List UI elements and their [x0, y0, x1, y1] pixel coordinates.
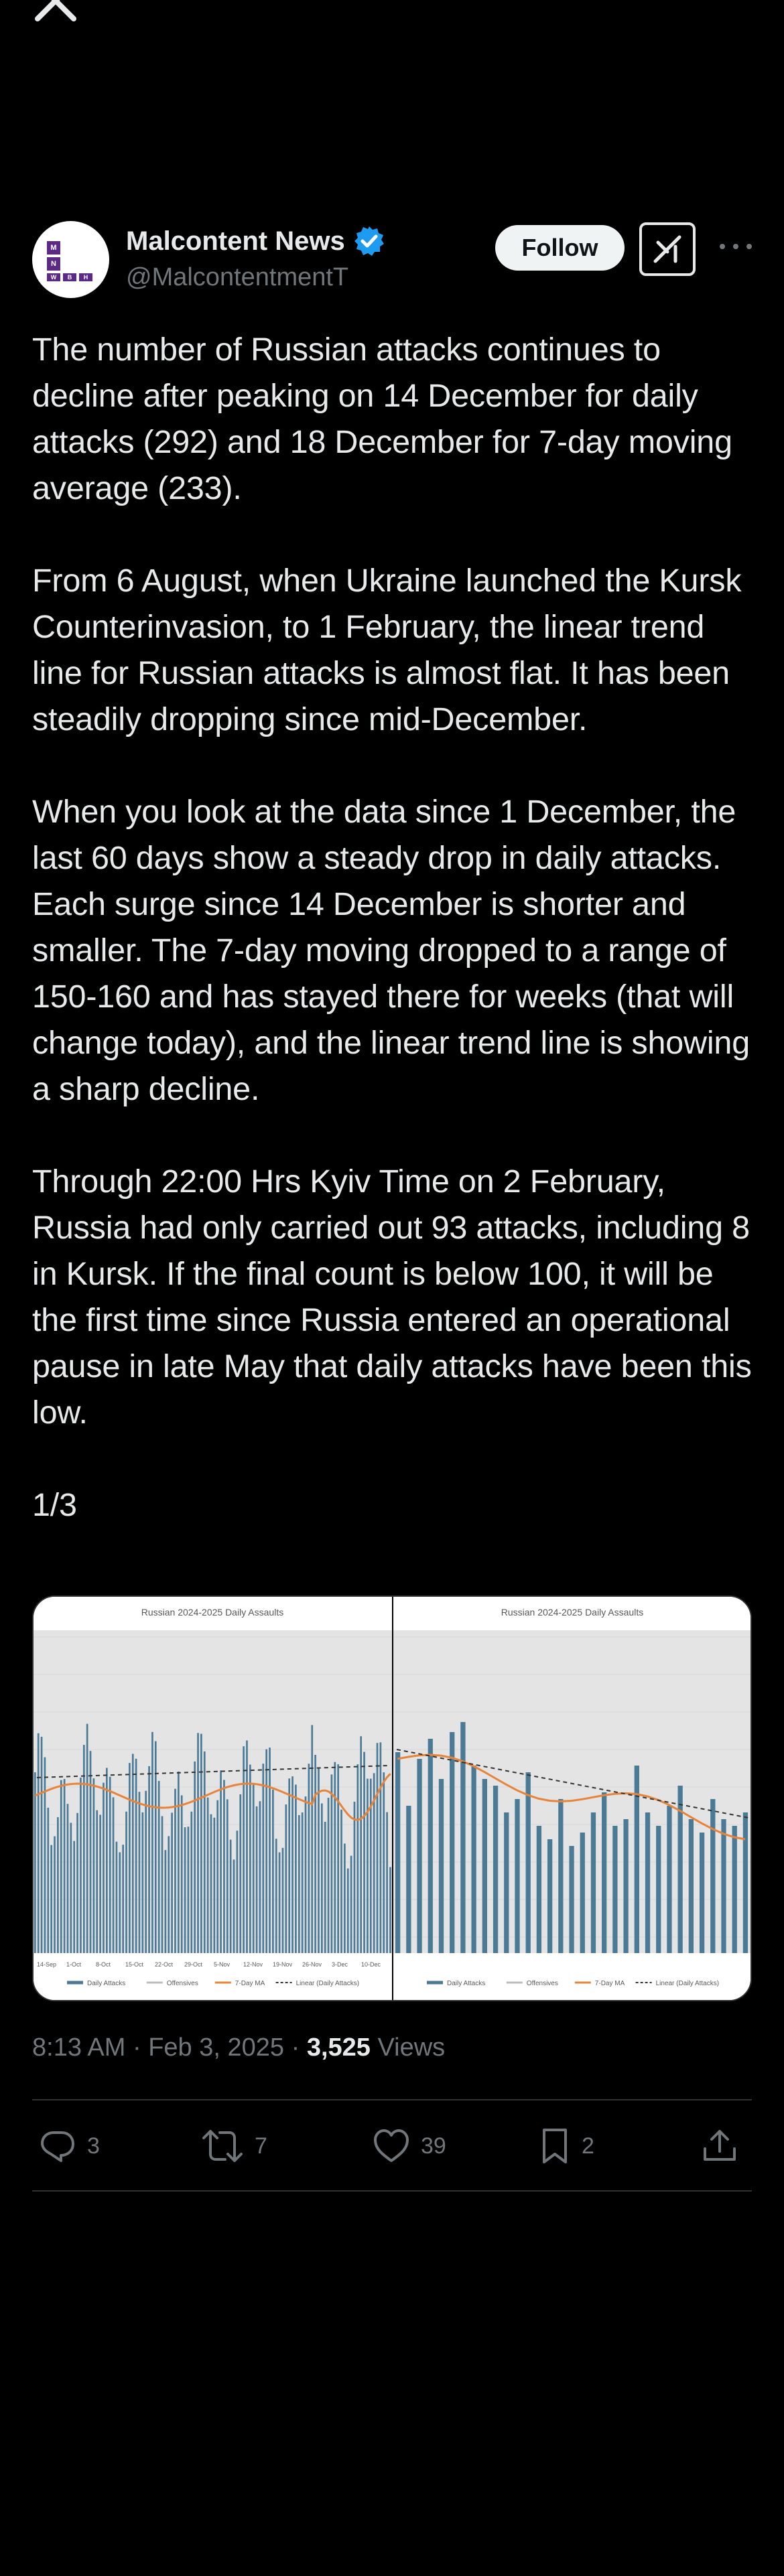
bar	[279, 1853, 281, 1953]
bar	[148, 1766, 150, 1953]
bar	[324, 1822, 326, 1953]
bar	[113, 1797, 115, 1953]
x-tick-label: 3-Dec	[332, 1961, 348, 1968]
bar	[67, 1804, 69, 1953]
avatar-letter: M	[47, 241, 60, 255]
meta-separator: ·	[284, 2033, 307, 2062]
bar	[230, 1840, 232, 1953]
legend-label: 7-Day MA	[594, 1980, 625, 1987]
legend-label: Offensives	[166, 1980, 198, 1987]
x-tick-label: 8-Oct	[96, 1961, 111, 1968]
legend-label: Daily Attacks	[87, 1980, 126, 1987]
more-dot	[746, 244, 752, 249]
bar	[237, 1831, 239, 1953]
bar	[135, 1759, 137, 1953]
bar	[515, 1799, 519, 1953]
bar	[363, 1752, 365, 1953]
display-name[interactable]: Malcontent News	[126, 226, 345, 256]
bar	[285, 1804, 287, 1953]
bar	[460, 1722, 465, 1953]
bar	[54, 1837, 56, 1953]
bar	[334, 1762, 336, 1953]
bar	[710, 1799, 715, 1953]
bar	[38, 1733, 40, 1953]
bar	[90, 1751, 92, 1953]
views-count: 3,525	[306, 2033, 371, 2062]
bar	[204, 1751, 206, 1953]
bar	[93, 1778, 95, 1953]
bar	[246, 1741, 248, 1953]
tweet-text: The number of Russian attacks continues to decline after peaking on 14 December for daily attacks (292) and 18 December for 7-day moving average (233). From 6 August, when Ukraine launched the Kursk Counterinvasion, to 1 February, the linear trend line for Russian attacks is almost flat. It has been steadily dropping since mid-December. When you look at the data since 1 December, the last 60 days show a steady drop in daily attacks. Each surge since 14 December is shorter and smaller. The 7-day moving dropped to a range of 150-160 and has stayed there for weeks (that will change today), and the linear trend line is showing a sharp decline. Through 22:00 Hrs Kyiv Time on 2 February, Russia had only carried out 93 attacks, including 8 in Kursk. If the final count is below 100, it will be the first time since Russia entered an operational pause in late May that daily attacks have been this low. 1/3	[32, 332, 752, 1523]
bar	[194, 1762, 196, 1953]
media-grid[interactable]	[32, 1595, 752, 2001]
bar	[265, 1749, 267, 1953]
tweet-date[interactable]: Feb 3, 2025	[148, 2033, 285, 2062]
bar	[249, 1765, 251, 1953]
bar	[34, 1772, 36, 1953]
bar	[161, 1816, 164, 1953]
x-tick-label: 12-Nov	[243, 1961, 263, 1968]
bar	[96, 1810, 98, 1953]
verified-badge-icon	[353, 225, 385, 257]
bar	[302, 1812, 304, 1953]
bar	[64, 1779, 66, 1953]
bar	[125, 1812, 127, 1953]
follow-button[interactable]: Follow	[495, 225, 625, 271]
reply-button[interactable]	[39, 2127, 100, 2165]
bar	[602, 1792, 606, 1953]
x-tick-label: 1-Oct	[66, 1961, 82, 1968]
media-image-right[interactable]	[393, 1597, 750, 2000]
legend-label: 7-Day MA	[235, 1980, 265, 1987]
bar	[328, 1798, 330, 1953]
bookmark-button[interactable]	[539, 2127, 594, 2165]
bar	[383, 1772, 385, 1953]
bar	[389, 1867, 391, 1953]
bar	[190, 1812, 192, 1953]
x-tick-label: 10-Dec	[361, 1961, 381, 1968]
bar	[314, 1755, 316, 1953]
name-row	[126, 224, 385, 258]
reply-count: 3	[87, 2133, 100, 2159]
chart-title: Russian 2024-2025 Daily Assaults	[141, 1607, 284, 1618]
bar	[119, 1852, 121, 1953]
bar	[57, 1817, 59, 1953]
bar	[178, 1772, 180, 1953]
bar	[103, 1783, 105, 1953]
bar	[291, 1776, 293, 1953]
bar	[667, 1806, 671, 1953]
bar	[377, 1743, 379, 1953]
bar	[168, 1836, 170, 1953]
reply-icon	[39, 2127, 76, 2165]
bar	[262, 1764, 264, 1953]
bar	[439, 1779, 444, 1953]
divider	[32, 2190, 752, 2192]
bar	[591, 1812, 596, 1953]
chart-left	[34, 1597, 392, 2000]
heart-icon	[373, 2127, 410, 2165]
views-label: Views	[370, 2033, 446, 2062]
bar	[99, 1815, 101, 1953]
bar	[275, 1839, 277, 1953]
bar	[295, 1784, 297, 1953]
meta-separator: ·	[125, 2033, 149, 2062]
bar	[253, 1785, 255, 1953]
bar	[139, 1792, 141, 1953]
bar	[174, 1789, 176, 1953]
bar	[165, 1850, 167, 1953]
bar	[256, 1806, 258, 1953]
avatar-letter: N	[47, 257, 60, 271]
bar	[321, 1804, 323, 1953]
bar	[282, 1848, 284, 1953]
bar	[308, 1764, 310, 1953]
bar	[116, 1842, 118, 1953]
bar	[386, 1812, 388, 1953]
bar	[239, 1794, 241, 1953]
top-bar	[0, 0, 784, 40]
grok-button[interactable]	[639, 222, 696, 276]
share-icon	[701, 2127, 738, 2165]
bookmark-icon	[539, 2127, 571, 2165]
x-tick-label: 26-Nov	[302, 1961, 322, 1968]
bar	[145, 1791, 147, 1953]
bar	[347, 1869, 349, 1953]
x-tick-label: 15-Oct	[125, 1961, 144, 1968]
bar	[450, 1732, 454, 1953]
bar	[732, 1826, 737, 1953]
legend-label: Linear (Daily Attacks)	[655, 1980, 720, 1987]
repost-button[interactable]	[201, 2127, 267, 2165]
legend-label: Daily Attacks	[446, 1980, 486, 1987]
bar	[106, 1768, 108, 1953]
tweet-time[interactable]: 8:13 AM	[32, 2033, 126, 2062]
bar	[44, 1758, 46, 1953]
bar	[340, 1810, 342, 1953]
bar	[132, 1754, 134, 1953]
bar	[288, 1778, 290, 1953]
bar	[471, 1766, 476, 1953]
chart-right	[393, 1597, 752, 2000]
bar	[216, 1800, 218, 1953]
bar	[493, 1786, 498, 1953]
bar	[331, 1774, 333, 1953]
more-options-icon[interactable]	[720, 236, 752, 257]
bar	[60, 1780, 62, 1953]
bar	[269, 1747, 271, 1953]
bar	[406, 1806, 411, 1953]
bar	[656, 1826, 661, 1953]
avatar-letter: H	[79, 273, 92, 281]
more-dot	[733, 244, 738, 249]
bar	[367, 1779, 369, 1953]
bar	[47, 1808, 49, 1953]
avatar[interactable]	[32, 221, 109, 298]
like-count: 39	[421, 2133, 446, 2159]
bar	[41, 1737, 43, 1953]
bar	[122, 1845, 124, 1953]
bar	[226, 1799, 228, 1953]
bar	[344, 1843, 346, 1953]
bar	[298, 1815, 300, 1953]
bar	[580, 1833, 585, 1953]
x-tick-label: 29-Oct	[184, 1961, 203, 1968]
bar	[689, 1819, 694, 1953]
repost-icon	[201, 2127, 244, 2165]
bar	[537, 1826, 541, 1953]
media-image-left[interactable]	[34, 1597, 391, 2000]
bar	[76, 1813, 78, 1953]
bar	[547, 1839, 552, 1953]
bar	[220, 1770, 222, 1953]
bar	[223, 1780, 225, 1953]
like-button[interactable]	[373, 2127, 446, 2165]
bar	[721, 1819, 726, 1953]
tweet-author	[32, 221, 752, 301]
bar	[243, 1746, 245, 1953]
bar	[210, 1814, 212, 1953]
bar	[612, 1826, 617, 1953]
bar	[171, 1812, 173, 1953]
bar	[80, 1778, 82, 1953]
bar	[380, 1742, 382, 1953]
bar	[151, 1732, 153, 1953]
x-tick-label: 14-Sep	[37, 1961, 57, 1968]
x-tick-label: 19-Nov	[273, 1961, 293, 1968]
legend-label: Offensives	[526, 1980, 558, 1987]
avatar-letter: W	[47, 273, 60, 281]
bar	[181, 1795, 183, 1953]
bar	[197, 1733, 199, 1953]
handle[interactable]: @MalcontentmentT	[126, 263, 349, 291]
bar	[337, 1764, 339, 1953]
tweet-metadata	[32, 2033, 445, 2062]
grok-icon	[650, 232, 685, 267]
bar	[623, 1819, 628, 1953]
bar	[70, 1822, 72, 1953]
bar	[354, 1802, 356, 1953]
bar	[558, 1799, 563, 1953]
bar	[207, 1798, 209, 1953]
bar	[360, 1736, 362, 1953]
bar	[272, 1790, 274, 1953]
bar	[357, 1764, 359, 1953]
bar	[233, 1859, 235, 1953]
bar	[482, 1779, 487, 1953]
avatar-letter: B	[63, 273, 76, 281]
legend-label: Linear (Daily Attacks)	[296, 1980, 360, 1987]
bar	[184, 1827, 186, 1953]
avatar-logo: M N W B H Q	[47, 241, 95, 281]
bar	[504, 1812, 509, 1953]
bar	[50, 1845, 52, 1953]
bar	[569, 1846, 574, 1953]
bar	[526, 1772, 531, 1953]
bar	[305, 1796, 307, 1953]
bar	[188, 1827, 190, 1953]
bar	[395, 1752, 400, 1953]
close-icon[interactable]	[32, 0, 79, 24]
bar	[700, 1833, 704, 1953]
bar	[86, 1724, 88, 1953]
action-bar	[0, 2100, 784, 2194]
bar	[417, 1759, 421, 1953]
share-button[interactable]	[701, 2127, 738, 2165]
bar	[142, 1812, 144, 1953]
bookmark-count: 2	[582, 2133, 594, 2159]
bar	[311, 1725, 313, 1953]
x-tick-label: 5-Nov	[214, 1961, 231, 1968]
more-dot	[720, 244, 725, 249]
bar	[200, 1734, 202, 1953]
bar	[318, 1768, 320, 1953]
bar	[259, 1801, 261, 1953]
chart-title: Russian 2024-2025 Daily Assaults	[501, 1607, 644, 1618]
bar	[428, 1739, 433, 1953]
bar	[129, 1763, 131, 1953]
repost-count: 7	[255, 2133, 267, 2159]
bar	[645, 1812, 650, 1953]
bar	[73, 1841, 75, 1953]
bar	[109, 1777, 111, 1953]
bar	[743, 1812, 748, 1953]
bar	[350, 1856, 352, 1953]
bar	[214, 1818, 216, 1953]
x-tick-label: 22-Oct	[155, 1961, 174, 1968]
